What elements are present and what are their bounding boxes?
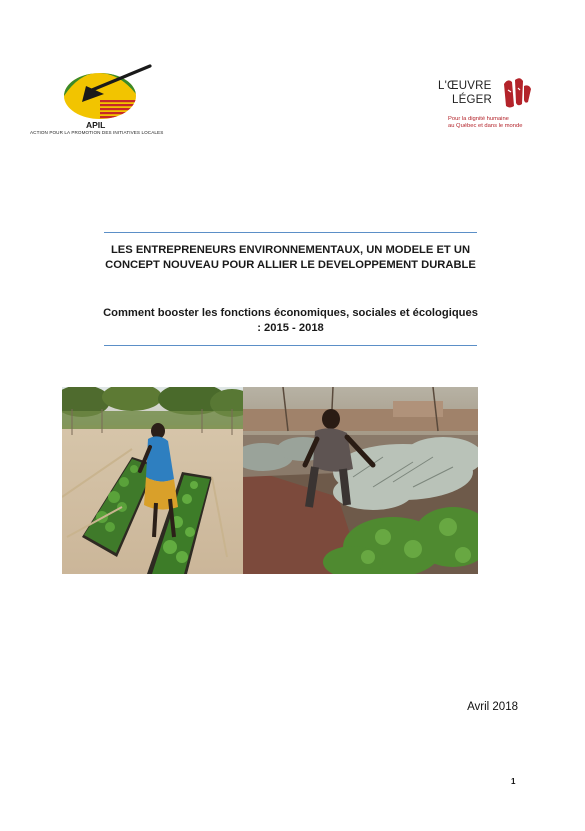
leger-tagline-line1: Pour la dignité humaine	[448, 116, 509, 122]
document-date: Avril 2018	[467, 701, 518, 713]
oeuvre-leger-logo	[438, 76, 558, 136]
document-title: LES ENTREPRENEURS ENVIRONNEMENTAUX, UN MODELE ET UN CONCEPT NOUVEAU POUR ALLIER LE DEVELOPPEMENT DURABLE	[105, 244, 476, 271]
page-number: 1	[511, 777, 516, 786]
apil-tagline: ACTION POUR LA PROMOTION DES INITIATIVES LOCALES	[30, 130, 164, 135]
leger-tagline-line2: au Québec et dans le monde	[448, 123, 523, 129]
apil-emblem-icon	[60, 64, 154, 120]
leger-brush-mark-icon	[498, 76, 534, 110]
title-top-rule	[104, 232, 477, 233]
apil-wordmark: APIL	[86, 120, 106, 130]
nursery-photo-woman	[62, 387, 243, 574]
leger-name-line2: LÉGER	[452, 94, 492, 106]
apil-logo	[30, 58, 190, 142]
document-subtitle: Comment booster les fonctions économiques, sociales et écologiques : 2015 - 2018	[103, 307, 478, 334]
leger-name-line1: L'ŒUVRE	[438, 80, 492, 92]
title-bottom-rule	[104, 345, 477, 346]
nursery-photo-man	[243, 387, 478, 574]
